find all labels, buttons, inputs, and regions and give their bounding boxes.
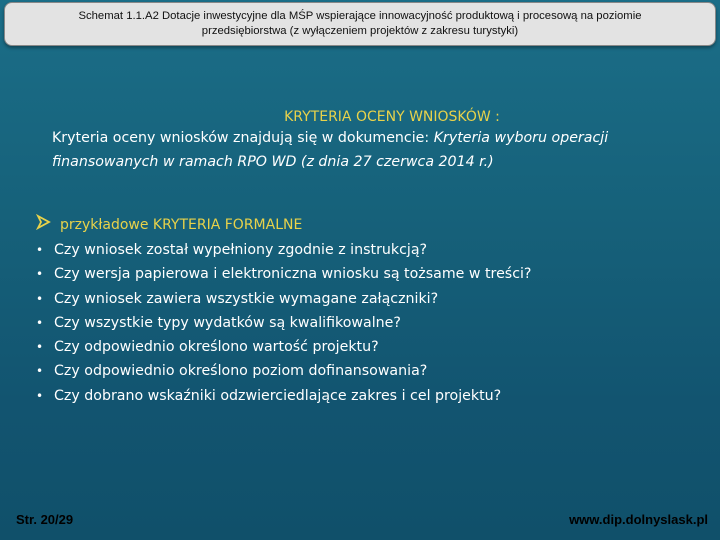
bullet-dot-icon: • bbox=[36, 291, 44, 306]
bullet-dot-icon: • bbox=[36, 340, 44, 355]
criteria-description-plain: Kryteria oceny wniosków znajdują się w dokumencie: bbox=[52, 130, 434, 146]
criteria-heading: KRYTERIA OCENY WNIOSKÓW : bbox=[284, 109, 500, 125]
slide-header-box bbox=[4, 2, 716, 46]
list-item bbox=[36, 335, 696, 359]
list-item bbox=[36, 238, 696, 262]
formal-criteria-heading-text: przykładowe KRYTERIA FORMALNE bbox=[60, 217, 303, 233]
criteria-document-title: Kryteria wyboru operacji finansowanych w ramach RPO WD (z dnia 27 czerwca 2014 r.) bbox=[52, 130, 609, 170]
slide-title bbox=[78, 9, 641, 39]
list-item-text: Czy odpowiednio określono poziom dofinansowania? bbox=[54, 363, 428, 380]
list-item-text: Czy wniosek został wypełniony zgodnie z instrukcją? bbox=[54, 242, 428, 258]
list-item bbox=[36, 311, 696, 335]
list-item-text: Czy wersja papierowa i elektroniczna wniosku są tożsame w treści? bbox=[54, 266, 532, 283]
website-url: www.dip.dolnyslask.pl bbox=[569, 512, 708, 527]
list-item bbox=[36, 287, 696, 311]
formal-criteria-list bbox=[36, 238, 696, 408]
criteria-section bbox=[52, 108, 692, 174]
criteria-description bbox=[52, 126, 692, 174]
formal-criteria-section bbox=[36, 214, 696, 408]
list-item-text: Czy wszystkie typy wydatków są kwalifikowalne? bbox=[54, 314, 401, 331]
list-item bbox=[36, 262, 696, 286]
bullet-dot-icon: • bbox=[36, 364, 44, 379]
slide-title-line2: przedsiębiorstwa (z wyłączeniem projektów z zakresu turystyki) bbox=[201, 25, 519, 37]
formal-criteria-heading bbox=[36, 214, 696, 236]
list-item-text: Czy dobrano wskaźniki odzwierciedlające zakres i cel projektu? bbox=[54, 387, 502, 404]
bullet-dot-icon: • bbox=[36, 267, 44, 282]
list-item-text: Czy odpowiednio określono wartość projektu? bbox=[54, 339, 379, 356]
bullet-dot-icon: • bbox=[36, 315, 44, 330]
slide-title-line1: Schemat 1.1.A2 Dotacje inwestycyjne dla MŚP wspierające innowacyjność produktową i procesową na poziomie bbox=[78, 10, 642, 22]
list-item-text: Czy wniosek zawiera wszystkie wymagane załączniki? bbox=[54, 290, 439, 307]
list-item bbox=[36, 384, 696, 408]
page-number: Str. 20/29 bbox=[16, 512, 74, 527]
bullet-dot-icon: • bbox=[36, 388, 44, 403]
arrow-bullet-icon bbox=[36, 214, 54, 236]
bullet-dot-icon: • bbox=[36, 243, 44, 257]
list-item bbox=[36, 359, 696, 383]
